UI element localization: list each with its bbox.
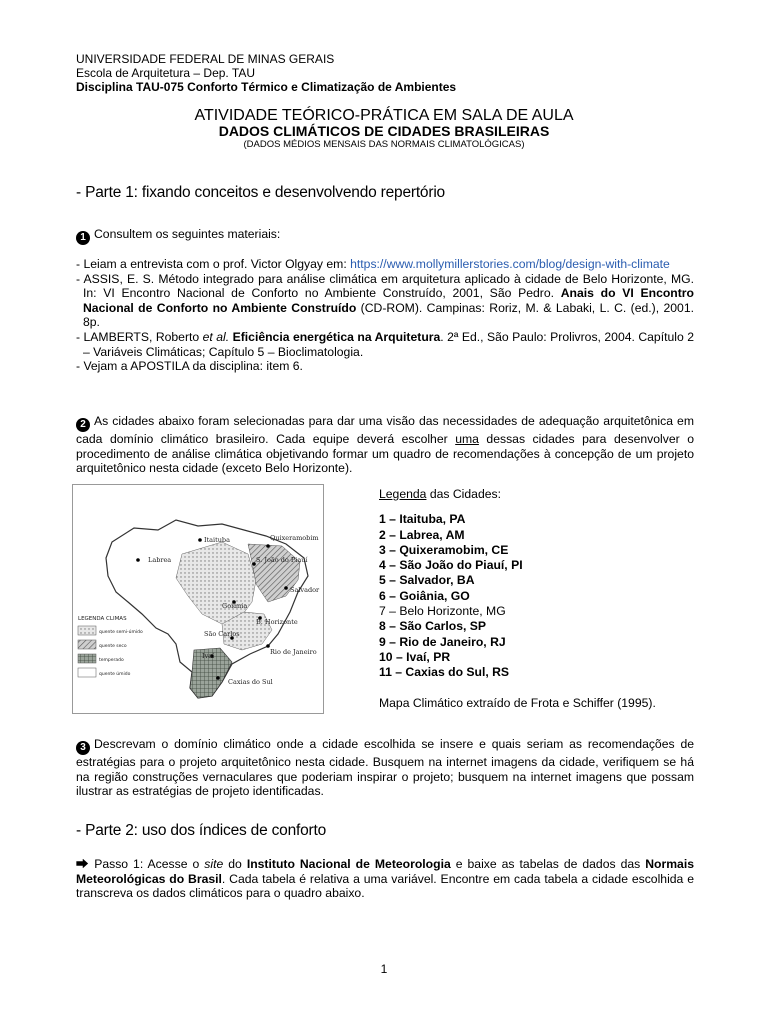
reference-lamberts-author: - LAMBERTS, Roberto [76, 329, 203, 344]
number-3-icon: 3 [76, 741, 90, 755]
item3 [76, 737, 694, 799]
city-item-3: 3 – Quixeramobim, CE [379, 542, 509, 557]
reference-assis-title: Anais do VI Encontro Nacional de Conforto no Ambiente Construído [83, 286, 694, 315]
reference-lamberts-title: Eficiência energética na Arquitetura [229, 329, 441, 344]
city-item-10: 10 – Ivaí, PR [379, 649, 451, 664]
reference-lamberts [76, 330, 694, 359]
cities-legend [379, 487, 656, 711]
reference-list [76, 257, 694, 374]
cities-legend-title-underlined: Legenda [379, 487, 427, 501]
map-label-rio: Rio de Janeiro [270, 648, 317, 656]
course-name: Disciplina TAU-075 Conforto Térmico e Climatização de Ambientes [76, 80, 457, 94]
city-item-11: 11 – Caxias do Sul, RS [379, 665, 510, 680]
reference-assis-text: - ASSIS, E. S. Método integrado para análise climática em arquitetura aplicado à cidade de Belo Horizonte, MG. In: VI Encontro Nacional de Conforto no Ambiente Construído, 2001, São Pedro. [76, 271, 694, 301]
map-label-quixeramobim: Quixeramobim [270, 534, 319, 542]
map-label-goiania: Goiânia [222, 602, 248, 610]
page-subtitle: DADOS CLIMÁTICOS DE CIDADES BRASILEIRAS [218, 123, 550, 139]
map-label-sjpiaui: S. João do Piauí [256, 556, 308, 564]
map-legend-item-1: quente semi-úmido [99, 630, 143, 635]
city-item-9: 9 – Rio de Janeiro, RJ [379, 634, 506, 649]
map-label-labrea: Labrea [148, 556, 172, 564]
map-label-saocarlos: São Carlos [204, 630, 240, 638]
reference-assis-details: (CD-ROM). Campinas: Roriz, M. & Labaki, L. C. (ed.), 2001. 8p. [83, 300, 694, 330]
reference-lamberts-etal: et al. [202, 329, 230, 344]
climate-map [72, 484, 324, 714]
map-label-itaituba: Itaituba [204, 536, 230, 544]
school-name: Escola de Arquitetura – Dep. TAU [76, 66, 255, 80]
reference-olgyay [76, 257, 694, 272]
page-title: ATIVIDADE TEÓRICO-PRÁTICA EM SALA DE AULA [194, 107, 574, 124]
step1-normais: Normais Meteorológicas do Brasil [76, 857, 695, 886]
cities-legend-title [379, 487, 656, 502]
item1 [76, 227, 694, 245]
number-1-icon: 1 [76, 231, 90, 245]
brazil-climate-map-image [72, 484, 324, 714]
item2-text-end: dessas cidades para desenvolver o procedimento de análise climática objetivando formar um quadro de recomendações à concepção de um projeto arquitetônico nesta cidade (exceto Belo Horizonte). [76, 432, 694, 476]
city-item-6: 6 – Goiânia, GO [379, 588, 470, 603]
olgyay-link[interactable]: https://www.mollymillerstories.com/blog/design-with-climate [350, 257, 670, 271]
map-legend-item-3: temperado [99, 658, 124, 663]
item2-underlined-word: uma [455, 432, 479, 446]
city-item-1: 1 – Itaituba, PA [379, 512, 466, 527]
reference-olgyay-text: - Leiam a entrevista com o prof. Victor Olgyay em: [76, 257, 351, 271]
cities-legend-title-rest: das Cidades: [426, 487, 501, 501]
map-label-salvador: Salvador [290, 586, 320, 594]
city-item-5: 5 – Salvador, BA [379, 573, 475, 588]
page-number: 1 [380, 962, 388, 976]
item3-text: Descrevam o domínio climático onde a cidade escolhida se insere e quais seriam as recomendações de estratégias para o projeto arquitetônico nesta cidade. Busquem na internet imagens da cidade, verifiquem se há na região construções vernaculares que poderiam inspirar o projeto; busquem na internet imagens que possam ilustrar as estratégias de projeto identificadas. [76, 737, 694, 799]
item2-text-start: As cidades abaixo foram selecionadas para dar uma visão das necessidades de adequação arquitetônica em cada domínio climático brasileiro. Cada equipe deverá escolher [76, 414, 694, 446]
city-item-4: 4 – São João do Piauí, PI [379, 558, 523, 573]
step1-text-b: do [223, 857, 247, 871]
right-arrow-icon: ⮕ [76, 857, 89, 871]
item2 [76, 414, 694, 476]
step1-text-c: e baixe as tabelas de dados das [450, 857, 646, 871]
map-legend-item-4: quente úmido [99, 672, 131, 677]
reference-lamberts-details: . 2ª Ed., São Paulo: Prolivros, 2004. Capítulo 2 – Variáveis Climáticas; Capítulo 5 – Bioclimatologia. [83, 329, 694, 359]
page-subtitle-note: (DADOS MÉDIOS MENSAIS DAS NORMAIS CLIMATOLÓGICAS) [243, 139, 525, 150]
city-item-2: 2 – Labrea, AM [379, 527, 465, 542]
university-name: UNIVERSIDADE FEDERAL DE MINAS GERAIS [76, 52, 335, 66]
item1-text: Consultem os seguintes materiais: [94, 227, 281, 241]
map-label-bh: B. Horizonte [256, 618, 298, 626]
map-legend-title: LEGENDA CLIMAS [78, 616, 127, 622]
step1-text-d: . Cada tabela é relativa a uma variável. Encontre em cada tabela a cidade escolhida e transcreva os dados climáticos para o quadro abaixo. [76, 871, 694, 901]
map-source: Mapa Climático extraído de Frota e Schiffer (1995). [379, 695, 656, 710]
part2-heading: - Parte 2: uso dos índices de conforto [76, 822, 327, 839]
map-legend-item-2: quente seco [99, 644, 127, 649]
map-label-ivai: Ivaí [202, 652, 215, 660]
number-2-icon: 2 [76, 418, 90, 432]
city-item-8: 8 – São Carlos, SP [379, 619, 487, 634]
step1-site-word: site [204, 857, 224, 871]
reference-assis [76, 272, 694, 330]
city-item-7: 7 – Belo Horizonte, MG [379, 604, 506, 619]
step1-text-a: Passo 1: Acesse o [94, 857, 205, 871]
reference-apostila: - Vejam a APOSTILA da disciplina: item 6. [76, 359, 303, 374]
part2-step1 [76, 857, 694, 901]
map-label-caxias: Caxias do Sul [228, 678, 273, 686]
step1-inmet: Instituto Nacional de Meteorologia [246, 857, 451, 871]
part1-heading: - Parte 1: fixando conceitos e desenvolvendo repertório [76, 184, 445, 201]
